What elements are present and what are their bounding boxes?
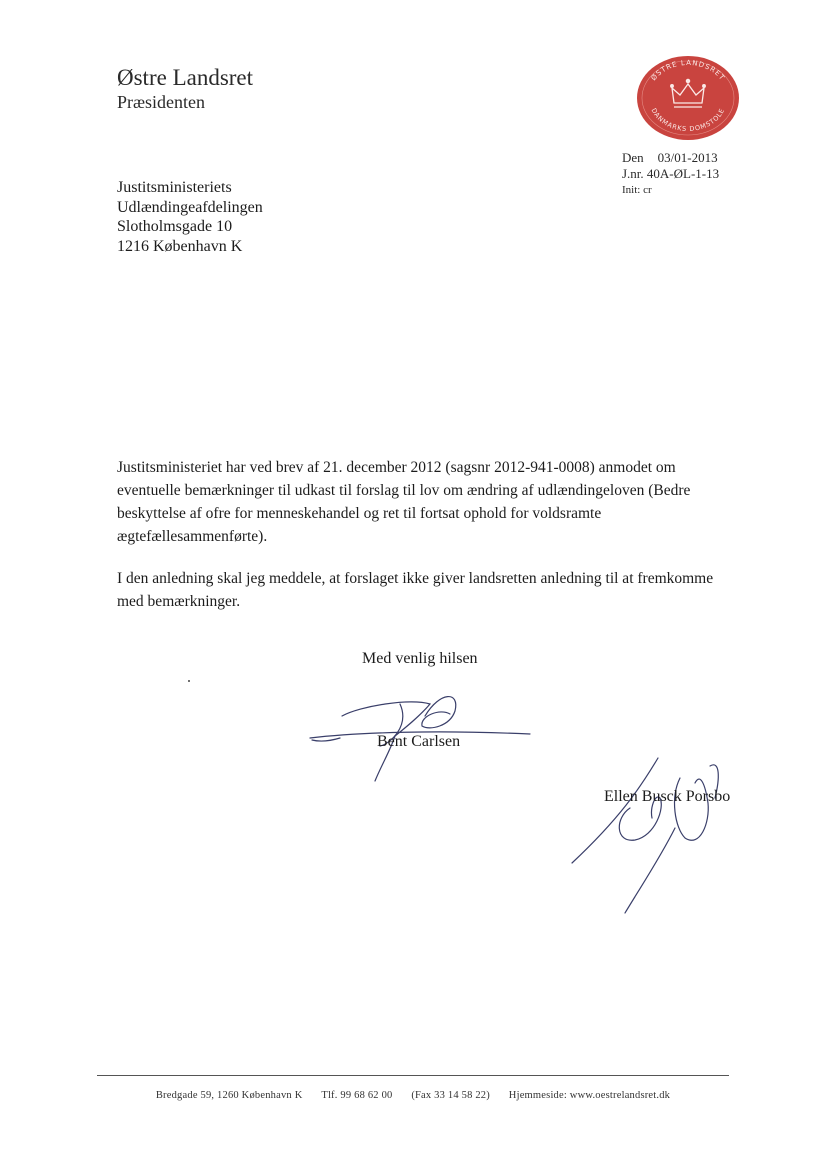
svg-text:DANMARKS DOMSTOLE: DANMARKS DOMSTOLE bbox=[649, 106, 727, 134]
court-name: Østre Landsret bbox=[117, 65, 254, 90]
recipient-line: Justitsministeriets bbox=[117, 179, 232, 196]
footer-divider bbox=[97, 1075, 729, 1076]
office-title: Præsidenten bbox=[117, 92, 205, 112]
footer-phone: Tlf. 99 68 62 00 bbox=[321, 1090, 393, 1101]
date-line bbox=[622, 150, 719, 166]
body-paragraph-1: Justitsministeriet har ved brev af 21. december 2012 (sagsnr 2012-941-0008) anmodet om eventuelle bemærkninger til udkast til forslag til lov om ændring af udlændingeloven (Bedre beskyttelse af ofre for menneskehandel og ret til fortsat ophold for voldsramte ægtefællesammenførte). bbox=[117, 459, 691, 545]
body-paragraph-2: I den anledning skal jeg meddele, at forslaget ikke giver landsretten anledning til at fremkomme med bemærkninger. bbox=[117, 570, 714, 610]
footer-website: Hjemmeside: www.oestrelandsret.dk bbox=[508, 1090, 671, 1101]
svg-text:ØSTRE LANDSRET: ØSTRE LANDSRET bbox=[649, 58, 727, 83]
initials: Init: cr bbox=[622, 184, 652, 196]
reference-block bbox=[622, 150, 719, 198]
footer-contact bbox=[0, 1090, 826, 1101]
recipient-address bbox=[117, 178, 263, 256]
journal-number: J.nr. 40A-ØL-1-13 bbox=[622, 166, 720, 181]
recipient-line: 1216 København K bbox=[117, 237, 243, 255]
court-seal-logo bbox=[636, 55, 740, 141]
recipient-line: Slotholmsgade 10 bbox=[117, 218, 233, 235]
date-value: 03/01-2013 bbox=[657, 150, 718, 165]
footer-address: Bredgade 59, 1260 København K bbox=[155, 1090, 303, 1101]
recipient-line: Udlændingeafdelingen bbox=[117, 198, 263, 216]
date-label: Den bbox=[622, 150, 644, 165]
footer-fax: (Fax 33 14 58 22) bbox=[411, 1090, 490, 1101]
signer-name-1: Bent Carlsen bbox=[377, 733, 461, 750]
stray-mark bbox=[188, 680, 190, 682]
signer-name-2: Ellen Busck Porsbo bbox=[604, 788, 731, 805]
closing-greeting: Med venlig hilsen bbox=[362, 650, 478, 667]
signature-scribble-2 bbox=[560, 748, 750, 923]
